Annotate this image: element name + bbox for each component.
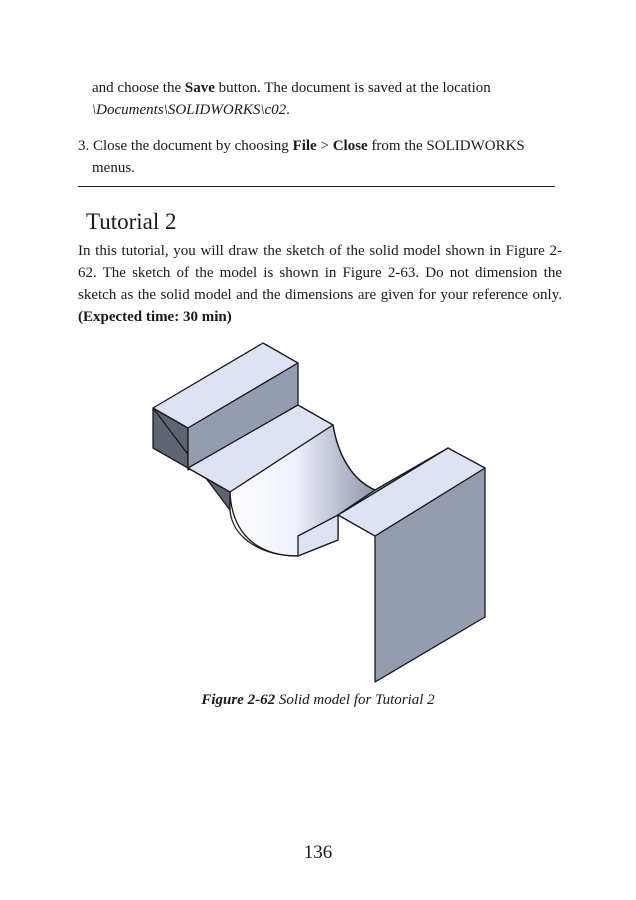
section-divider xyxy=(78,186,555,187)
step-continuation xyxy=(92,77,562,121)
save-label: Save xyxy=(184,80,215,96)
figure-caption-text: Solid model for Tutorial 2 xyxy=(275,692,435,708)
file-path: \Documents\SOLIDWORKS\c02 xyxy=(92,102,287,118)
figure-caption xyxy=(0,692,636,709)
file-menu-label: File xyxy=(292,138,317,154)
step-text-before: and choose the xyxy=(92,80,185,96)
step-text-after: button. The document is saved at the location xyxy=(214,80,491,96)
step-3 xyxy=(78,135,562,179)
step-3-text-before: Close the document by choosing xyxy=(89,138,293,154)
figure-label: Figure 2-62 xyxy=(201,692,276,708)
tutorial-intro xyxy=(78,240,562,328)
menu-separator: > xyxy=(316,138,333,154)
solid-model-figure xyxy=(140,338,500,688)
intro-text: In this tutorial, you will draw the sketch of the solid model shown in Figure 2-62. The sketch of the model is shown in Figure 2-63. Do not dimension the sketch as the solid model and the dimensions are given for your reference only. xyxy=(78,243,562,303)
tutorial-heading: Tutorial 2 xyxy=(86,209,177,234)
path-period: . xyxy=(286,102,290,118)
step-3-number: 3. xyxy=(78,138,90,154)
page-number: 136 xyxy=(303,842,333,863)
step-3-line-2: menus. xyxy=(92,160,135,176)
close-menu-label: Close xyxy=(332,138,368,154)
expected-time: (Expected time: 30 min) xyxy=(78,309,232,325)
step-3-text-after: from the SOLIDWORKS xyxy=(367,138,525,154)
